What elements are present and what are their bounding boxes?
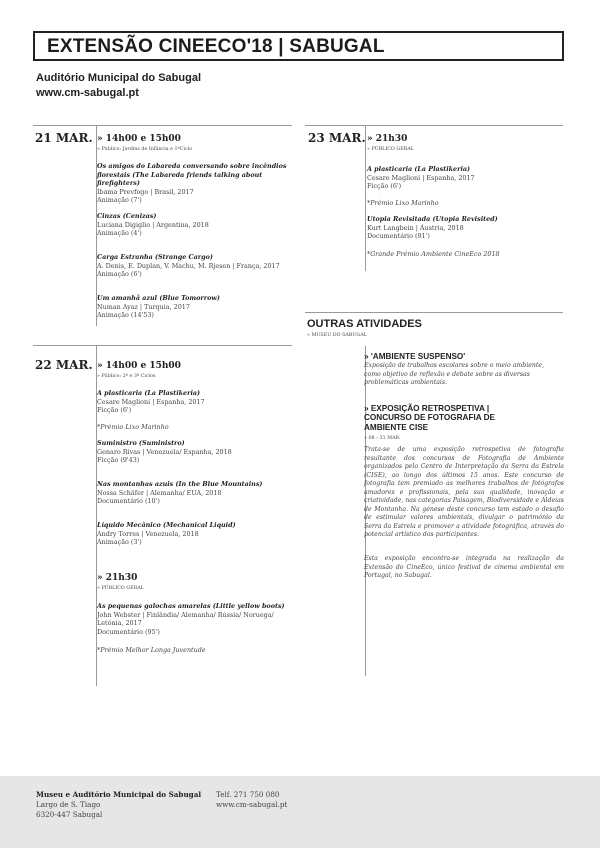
audience-21: » Público: Jardins de Infância e 1ºCiclo [97,147,193,152]
activity-1-line: como objetivo de reflexão e debate sobre as diversas [364,370,530,378]
film-23-1 [367,165,563,191]
venue-name: Auditório Municipal do Sabugal [36,72,201,84]
footer-org-name: Museu e Auditório Municipal do Sabugal [36,790,202,799]
film-22-5 [97,602,293,636]
activity-2-title-line: CONCURSO DE FOTOGRAFIA DE [364,413,496,423]
film-credits: John Webster | Finlândia/ Alemanha/ Rússia/ Noruega/ [97,610,274,619]
divider-other-top [305,312,563,313]
divider-23-top [305,125,563,126]
film-title: Utopia Revisitada (Utopia Revisited) [367,215,498,223]
time-23: » 21h30 [367,134,408,144]
footer-address [36,790,201,820]
film-credits: Ibama Prevfogo | Brasil, 2017 [97,187,194,196]
film-22-1 [97,389,293,415]
film-genre: Documentário (10') [97,497,160,506]
film-credits: Cesare Maglioni | Espanha, 2017 [367,173,475,182]
film-genre: Documentário (95') [97,627,160,636]
time-22: » 14h00 e 15h00 [97,361,181,371]
film-title: Nas montanhas azuis (In the Blue Mountains) [97,480,263,488]
divider-23-vertical [365,126,366,271]
film-title: Cinzas (Cenizas) [97,212,157,220]
film-genre: Animação (7') [97,196,142,205]
footer-street: Largo de S. Tiago [36,800,101,809]
film-credits: Andry Torres | Venezuela, 2018 [97,529,199,538]
film-title: As pequenas galochas amarelas (Little yellow boots) [97,602,285,610]
date-22: 22 MAR. [35,358,93,372]
film-credits: Numan Ayaz | Turquia, 2017 [97,302,190,311]
film-genre: Animação (4') [97,229,142,238]
film-21-1 [97,162,293,205]
footer-phone: Telf. 271 750 080 [216,790,280,799]
footer-url[interactable]: www.cm-sabugal.pt [216,800,288,809]
audience-22-evening: » PÚBLICO GERAL [97,586,144,591]
film-credits: Kurt Langbein | Áustria, 2018 [367,223,464,232]
activity-2-title-line: » EXPOSIÇÃO RETROSPETIVA | [364,404,490,413]
film-title: Os amigos do Labareda conversando sobre incêndios florestais (The Labareda friends talking about firefighters) [97,162,287,188]
film-credits: Nossa Schäfer | Alemanha/ EUA, 2018 [97,488,222,497]
prize-22-2: *Prémio Melhor Longa Juventude [97,646,206,654]
prize-23-1: *Prémio Lixo Marinho [367,199,439,207]
film-genre: Ficção (6') [97,406,132,415]
time-22-evening: » 21h30 [97,573,138,583]
activity-1-line: problemáticas ambientais. [364,379,448,386]
time-21: » 14h00 e 15h00 [97,134,181,144]
prize-22-1: *Prémio Lixo Marinho [97,423,169,431]
page-title: EXTENSÃO CINEECO'18 | SABUGAL [47,36,385,57]
film-genre: Ficção (9'43) [97,456,140,465]
activity-2-note: Esta exposição encontra-se integrada na realização da Extensão do CineEco, único festival de cinema ambiental em Portugal, no Sabugal. [364,555,564,579]
film-21-3 [97,253,293,279]
film-22-3 [97,480,293,506]
activity-2-title [364,404,564,432]
other-activities-venue: » MUSEU DO SABUGAL [307,333,367,338]
date-21: 21 MAR. [35,131,93,145]
venue-url[interactable]: www.cm-sabugal.pt [36,87,139,99]
other-activities-title: OUTRAS ATIVIDADES [307,318,422,330]
film-22-2 [97,439,293,465]
film-credits-cont: Letónia, 2017 [97,619,142,628]
film-credits: Genaro Rivas | Venezuela/ Espanha, 2018 [97,447,232,456]
footer-postcode: 6320-447 Sabugal [36,810,103,819]
film-title: A plasticaria (La Plastikeria) [97,389,201,397]
activity-2-title-line: AMBIENTE CISE [364,422,429,432]
title-box [33,31,564,61]
film-credits: Cesare Maglioni | Espanha, 2017 [97,397,205,406]
film-22-4 [97,521,293,547]
divider-21-top [33,125,292,126]
film-21-2 [97,212,293,238]
footer-contacts [216,790,287,810]
film-genre: Ficção (6') [367,182,402,191]
film-genre: Animação (6') [97,270,142,279]
activity-1-line: Exposição de trabalhos escolares sobre o meio ambiente, [364,362,544,369]
audience-23: » PÚBLICO GERAL [367,147,414,152]
footer [0,776,600,848]
film-genre: Animação (14'53) [97,311,154,320]
film-genre: Documentário (91') [367,232,430,241]
film-title: Suministro (Suministro) [97,439,185,447]
divider-22-top [33,345,292,346]
activity-2-description: Trata-se de uma exposição retrospetiva de fotografia resultante dos concursos de Fotografia de Ambiente organizados pelo Centro de Interpretação da Serra da Estrela (CISE), ao longo dos últimos 15 anos. Este concurso de fotografia tem premiado as melhores trabalhos de fotógrafos amadores e profissionais, pela sua qualidade, inovação e criatividade, nas categorias Paisagem, Biodiversidade e Aldeias de Montanha. Na génese deste concurso tem estado o desafio de estimular valores ambientais, divulgar o património da Serra da Estrela e promover a atividade fotográfica, através do potencial artístico dos participantes. [364,446,564,538]
activity-1-title: » 'AMBIENTE SUSPENSO' [364,352,466,361]
film-credits: A. Denis, E. Duplan, V. Machu, M. Rjesen | França, 2017 [97,261,280,270]
activity-2-dates: » 08 › 31 MAR. [364,436,401,441]
film-title: Um amanhã azul (Blue Tomorrow) [97,294,220,302]
audience-22: » Público: 2º e 3º Ciclos [97,374,156,379]
film-21-4 [97,294,293,320]
film-title: A plasticaria (La Plastikeria) [367,165,471,173]
film-genre: Animação (3') [97,538,142,547]
film-title: Líquido Mecânico (Mechanical Liquid) [97,521,236,529]
film-title: Carga Estranha (Strange Cargo) [97,253,213,261]
activity-1-description [364,362,564,388]
film-credits: Luciana Digiglio | Argentina, 2018 [97,220,209,229]
prize-23-2: *Grande Prémio Ambiente CineEco 2018 [367,250,500,258]
film-23-2 [367,215,563,241]
date-23: 23 MAR. [308,131,366,145]
